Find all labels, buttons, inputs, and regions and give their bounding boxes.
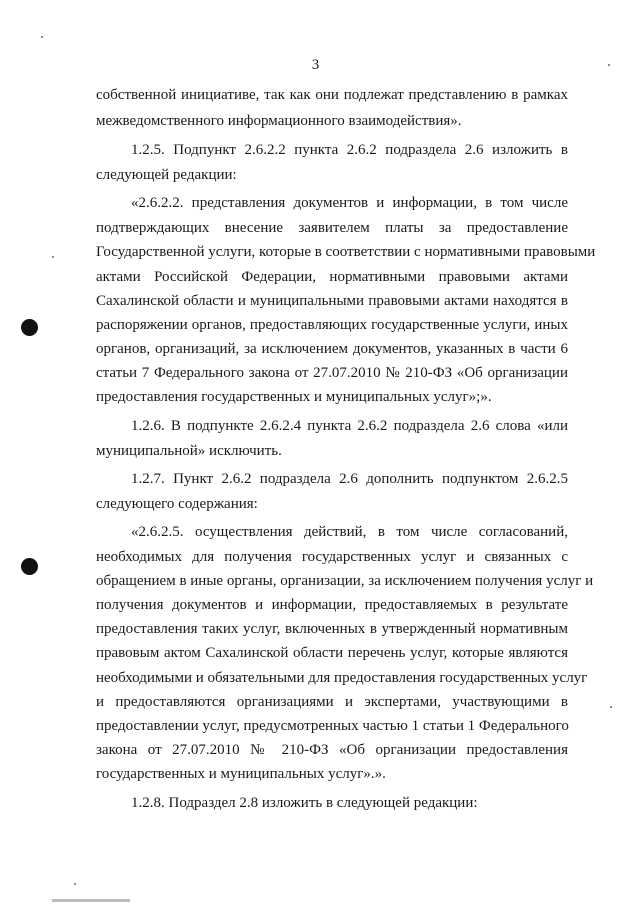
text-line: 1.2.8. Подраздел 2.8 изложить в следующей редакции: — [131, 795, 478, 811]
text-line: 1.2.5. Подпункт 2.6.2.2 пункта 2.6.2 подраздела 2.6 изложить в — [131, 142, 568, 158]
text-line: межведомственного информационного взаимодействия». — [96, 113, 462, 129]
text-line: необходимых для получения государственных услуг и связанных с — [96, 549, 568, 565]
text-line: получения документов и информации, предоставляемых в результате — [96, 597, 568, 613]
text-line: необходимыми и обязательными для предоставления государственных услуг — [96, 670, 588, 686]
page-number: 3 — [311, 57, 320, 73]
scan-speck — [74, 883, 76, 885]
text-line: «2.6.2.5. осуществления действий, в том числе согласований, — [131, 524, 568, 540]
text-line: закона от 27.07.2010 № 210-ФЗ «Об организации предоставления — [96, 742, 568, 758]
text-line: предоставления таких услуг, включенных в утвержденный нормативным — [96, 621, 568, 637]
text-line: распоряжении органов, предоставляющих государственные услуги, иных — [96, 317, 568, 333]
text-line: статьи 7 Федерального закона от 27.07.2010 № 210-ФЗ «Об организации — [96, 365, 568, 381]
scan-speck — [52, 256, 54, 258]
text-line: обращением в иные органы, организации, за исключением получения услуг и — [96, 573, 594, 589]
text-line: муниципальной» исключить. — [96, 443, 282, 459]
scan-edge-mark — [52, 899, 130, 902]
text-line: следующей редакции: — [96, 167, 237, 183]
text-line: государственных и муниципальных услуг».». — [96, 766, 386, 782]
text-line: Государственной услуги, которые в соответствии с нормативными правовыми — [96, 244, 596, 260]
text-line: актами Российской Федерации, нормативными правовыми актами — [96, 269, 568, 285]
scan-speck — [610, 706, 612, 708]
text-line: собственной инициативе, так как они подлежат представлению в рамках — [96, 87, 568, 103]
text-line: Сахалинской области и муниципальными правовыми актами находятся в — [96, 293, 568, 309]
text-line: 1.2.7. Пункт 2.6.2 подраздела 2.6 дополнить подпунктом 2.6.2.5 — [131, 471, 568, 487]
punch-hole — [21, 319, 38, 336]
scan-speck — [41, 36, 43, 38]
text-line: 1.2.6. В подпункте 2.6.2.4 пункта 2.6.2 подраздела 2.6 слова «или — [131, 418, 568, 434]
punch-hole — [21, 558, 38, 575]
text-line: и предоставляются организациями и экспертами, участвующими в — [96, 694, 568, 710]
text-line: правовым актом Сахалинской области перечень услуг, которые являются — [96, 645, 568, 661]
text-line: следующего содержания: — [96, 496, 258, 512]
text-line: «2.6.2.2. представления документов и информации, в том числе — [131, 195, 568, 211]
text-line: органов, организаций, за исключением документов, указанных в части 6 — [96, 341, 568, 357]
text-line: предоставлении услуг, предусмотренных частью 1 статьи 1 Федерального — [96, 718, 569, 734]
text-line: подтверждающих внесение заявителем платы за предоставление — [96, 220, 568, 236]
text-line: предоставления государственных и муниципальных услуг»;». — [96, 389, 492, 405]
scan-speck — [608, 64, 610, 66]
